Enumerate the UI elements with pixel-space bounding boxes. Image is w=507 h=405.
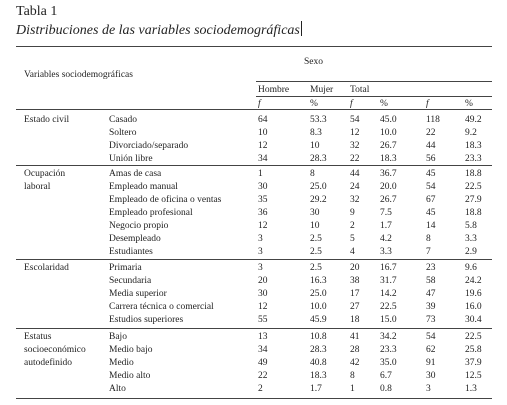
value-cell-total-pct: 30.4 <box>465 314 482 325</box>
header-pct-mujer: % <box>380 99 388 109</box>
value-cell-total-f: 91 <box>426 357 436 368</box>
value-cell-mujer-pct: 10.0 <box>380 127 397 138</box>
value-cell-total-f: 54 <box>426 332 436 342</box>
value-cell-hombre-f: 34 <box>258 153 268 164</box>
value-cell-mujer-pct: 18.3 <box>380 153 397 164</box>
header-sexo: Sexo <box>304 57 323 67</box>
value-cell-total-f: 45 <box>426 207 436 218</box>
value-cell-total-f: 67 <box>426 194 436 205</box>
value-cell-hombre-pct: 8.3 <box>310 127 322 138</box>
value-cell-mujer-f: 54 <box>350 115 360 125</box>
value-cell-hombre-f: 49 <box>258 357 268 368</box>
value-cell-total-pct: 22.5 <box>465 181 482 192</box>
value-cell-hombre-pct: 30 <box>310 207 320 218</box>
value-cell-total-pct: 18.8 <box>465 207 482 218</box>
value-cell-mujer-pct: 23.3 <box>380 344 397 355</box>
category-cell: Empleado de oficina o ventas <box>109 194 222 205</box>
value-cell-total-f: 73 <box>426 314 436 325</box>
value-cell-mujer-pct: 3.3 <box>380 246 392 257</box>
value-cell-total-f: 30 <box>426 370 436 381</box>
value-cell-total-f: 47 <box>426 288 436 299</box>
value-cell-total-f: 118 <box>426 115 440 125</box>
value-cell-total-pct: 3.3 <box>465 233 477 244</box>
value-cell-mujer-f: 8 <box>350 370 355 381</box>
group-label: Escolaridad <box>24 263 69 273</box>
header-pct-total: % <box>465 99 473 109</box>
value-cell-hombre-pct: 10 <box>310 220 320 231</box>
value-cell-mujer-f: 1 <box>350 383 355 394</box>
value-cell-mujer-f: 27 <box>350 301 360 312</box>
value-cell-mujer-pct: 36.7 <box>380 169 397 179</box>
table-title <box>16 21 302 39</box>
value-cell-mujer-pct: 31.7 <box>380 275 397 286</box>
group-separator <box>16 259 492 260</box>
value-cell-mujer-f: 5 <box>350 233 355 244</box>
value-cell-hombre-f: 3 <box>258 233 263 244</box>
value-cell-mujer-f: 44 <box>350 169 360 179</box>
value-cell-mujer-f: 41 <box>350 332 360 342</box>
value-cell-total-f: 23 <box>426 263 436 273</box>
value-cell-mujer-pct: 16.7 <box>380 263 397 273</box>
value-cell-total-f: 56 <box>426 153 436 164</box>
value-cell-hombre-pct: 45.9 <box>310 314 327 325</box>
value-cell-mujer-pct: 45.0 <box>380 115 397 125</box>
sexo-rule <box>256 81 492 82</box>
value-cell-mujer-pct: 34.2 <box>380 332 397 342</box>
value-cell-mujer-pct: 1.7 <box>380 220 392 231</box>
value-cell-total-f: 22 <box>426 127 436 138</box>
value-cell-hombre-f: 10 <box>258 127 268 138</box>
value-cell-hombre-pct: 25.0 <box>310 181 327 192</box>
group-label: socioeconómico <box>24 344 86 355</box>
value-cell-total-f: 39 <box>426 301 436 312</box>
value-cell-mujer-pct: 6.7 <box>380 370 392 381</box>
value-cell-total-f: 62 <box>426 344 436 355</box>
value-cell-total-pct: 5.8 <box>465 220 477 231</box>
table-title-text: Distribuciones de las variables sociodemográficas <box>16 23 300 38</box>
value-cell-mujer-f: 38 <box>350 275 360 286</box>
value-cell-mujer-f: 9 <box>350 207 355 218</box>
top-rule <box>16 46 492 47</box>
value-cell-total-pct: 2.9 <box>465 246 477 257</box>
group-label: laboral <box>24 181 51 192</box>
value-cell-total-f: 54 <box>426 181 436 192</box>
value-cell-hombre-f: 30 <box>258 181 268 192</box>
value-cell-mujer-f: 20 <box>350 263 360 273</box>
category-cell: Alto <box>109 383 126 394</box>
value-cell-mujer-f: 28 <box>350 344 360 355</box>
value-cell-total-pct: 12.5 <box>465 370 482 381</box>
category-cell: Media superior <box>109 288 167 299</box>
value-cell-total-pct: 16.0 <box>465 301 482 312</box>
category-cell: Negocio propio <box>109 220 169 231</box>
value-cell-total-pct: 37.9 <box>465 357 482 368</box>
value-cell-mujer-f: 24 <box>350 181 360 192</box>
group-label: Ocupación <box>24 169 66 179</box>
value-cell-mujer-pct: 26.7 <box>380 140 397 151</box>
header-f-hombre: f <box>258 99 261 109</box>
value-cell-mujer-f: 18 <box>350 314 360 325</box>
text-cursor <box>301 21 302 36</box>
category-cell: Desempleado <box>109 233 161 244</box>
category-cell: Amas de casa <box>109 169 162 179</box>
category-cell: Soltero <box>109 127 137 138</box>
value-cell-hombre-pct: 2.5 <box>310 246 322 257</box>
value-cell-total-pct: 24.2 <box>465 275 482 286</box>
header-bottom-rule <box>16 109 492 110</box>
value-cell-hombre-pct: 53.3 <box>310 115 327 125</box>
group-separator <box>16 165 492 166</box>
group-label: Estado civil <box>24 115 70 125</box>
category-cell: Secundaria <box>109 275 152 286</box>
value-cell-hombre-f: 36 <box>258 207 268 218</box>
value-cell-hombre-f: 64 <box>258 115 268 125</box>
category-cell: Medio bajo <box>109 344 153 355</box>
value-cell-total-pct: 18.3 <box>465 140 482 151</box>
value-cell-hombre-pct: 28.3 <box>310 344 327 355</box>
value-cell-mujer-f: 4 <box>350 246 355 257</box>
value-cell-mujer-pct: 14.2 <box>380 288 397 299</box>
category-cell: Medio <box>109 357 134 368</box>
value-cell-total-f: 14 <box>426 220 436 231</box>
category-cell: Empleado manual <box>109 181 178 192</box>
value-cell-mujer-pct: 4.2 <box>380 233 392 244</box>
value-cell-total-pct: 9.6 <box>465 263 477 273</box>
value-cell-total-pct: 27.9 <box>465 194 482 205</box>
value-cell-hombre-f: 22 <box>258 370 268 381</box>
value-cell-mujer-f: 22 <box>350 153 360 164</box>
value-cell-mujer-f: 2 <box>350 220 355 231</box>
value-cell-total-pct: 25.8 <box>465 344 482 355</box>
category-cell: Estudios superiores <box>109 314 184 325</box>
value-cell-total-pct: 23.3 <box>465 153 482 164</box>
value-cell-mujer-f: 42 <box>350 357 360 368</box>
category-cell: Empleado profesional <box>109 207 193 218</box>
value-cell-total-f: 44 <box>426 140 436 151</box>
value-cell-total-pct: 49.2 <box>465 115 482 125</box>
value-cell-total-f: 3 <box>426 383 431 394</box>
value-cell-mujer-pct: 0.8 <box>380 383 392 394</box>
header-pct-hombre: % <box>310 99 318 109</box>
value-cell-mujer-f: 32 <box>350 140 360 151</box>
value-cell-hombre-f: 12 <box>258 220 268 231</box>
value-cell-total-f: 58 <box>426 275 436 286</box>
value-cell-hombre-pct: 18.3 <box>310 370 327 381</box>
value-cell-total-pct: 22.5 <box>465 332 482 342</box>
value-cell-hombre-f: 2 <box>258 383 263 394</box>
category-cell: Estudiantes <box>109 246 153 257</box>
category-cell: Casado <box>109 115 137 125</box>
value-cell-mujer-pct: 26.7 <box>380 194 397 205</box>
value-cell-hombre-pct: 10.8 <box>310 332 327 342</box>
value-cell-total-pct: 9.2 <box>465 127 477 138</box>
header-f-total: f <box>426 99 429 109</box>
value-cell-hombre-pct: 16.3 <box>310 275 327 286</box>
category-cell: Divorciado/separado <box>109 140 189 151</box>
category-cell: Unión libre <box>109 153 153 164</box>
value-cell-total-pct: 18.8 <box>465 169 482 179</box>
value-cell-mujer-pct: 7.5 <box>380 207 392 218</box>
category-cell: Carrera técnica o comercial <box>109 301 214 312</box>
subheader-rule <box>256 96 492 97</box>
header-mujer: Mujer <box>310 85 334 95</box>
value-cell-total-f: 7 <box>426 246 431 257</box>
value-cell-mujer-pct: 35.0 <box>380 357 397 368</box>
value-cell-mujer-pct: 22.5 <box>380 301 397 312</box>
header-total: Total <box>350 85 370 95</box>
value-cell-hombre-f: 35 <box>258 194 268 205</box>
header-variables: Variables sociodemográficas <box>24 70 133 80</box>
bottom-rule <box>16 398 492 399</box>
group-label: Estatus <box>24 332 52 342</box>
category-cell: Primaria <box>109 263 142 273</box>
value-cell-mujer-f: 12 <box>350 127 360 138</box>
value-cell-hombre-f: 20 <box>258 275 268 286</box>
category-cell: Medio alto <box>109 370 151 381</box>
value-cell-hombre-pct: 2.5 <box>310 263 322 273</box>
group-separator <box>16 328 492 329</box>
value-cell-hombre-pct: 29.2 <box>310 194 327 205</box>
header-f-mujer: f <box>350 99 353 109</box>
value-cell-mujer-pct: 20.0 <box>380 181 397 192</box>
value-cell-hombre-pct: 10 <box>310 140 320 151</box>
value-cell-mujer-f: 32 <box>350 194 360 205</box>
value-cell-hombre-pct: 1.7 <box>310 383 322 394</box>
value-cell-hombre-f: 55 <box>258 314 268 325</box>
value-cell-hombre-pct: 2.5 <box>310 233 322 244</box>
table-number: Tabla 1 <box>16 4 58 19</box>
value-cell-total-f: 45 <box>426 169 436 179</box>
value-cell-hombre-f: 34 <box>258 344 268 355</box>
value-cell-total-f: 8 <box>426 233 431 244</box>
value-cell-hombre-f: 1 <box>258 169 263 179</box>
value-cell-mujer-pct: 15.0 <box>380 314 397 325</box>
value-cell-total-pct: 1.3 <box>465 383 477 394</box>
value-cell-hombre-pct: 25.0 <box>310 288 327 299</box>
value-cell-hombre-f: 3 <box>258 246 263 257</box>
value-cell-hombre-pct: 8 <box>310 169 315 179</box>
header-hombre: Hombre <box>258 85 290 95</box>
value-cell-total-pct: 19.6 <box>465 288 482 299</box>
value-cell-hombre-f: 13 <box>258 332 268 342</box>
group-label: autodefinido <box>24 357 73 368</box>
value-cell-hombre-pct: 10.0 <box>310 301 327 312</box>
value-cell-hombre-f: 30 <box>258 288 268 299</box>
value-cell-hombre-pct: 40.8 <box>310 357 327 368</box>
value-cell-mujer-f: 17 <box>350 288 360 299</box>
category-cell: Bajo <box>109 332 127 342</box>
value-cell-hombre-pct: 28.3 <box>310 153 327 164</box>
value-cell-hombre-f: 3 <box>258 263 263 273</box>
value-cell-hombre-f: 12 <box>258 140 268 151</box>
value-cell-hombre-f: 12 <box>258 301 268 312</box>
